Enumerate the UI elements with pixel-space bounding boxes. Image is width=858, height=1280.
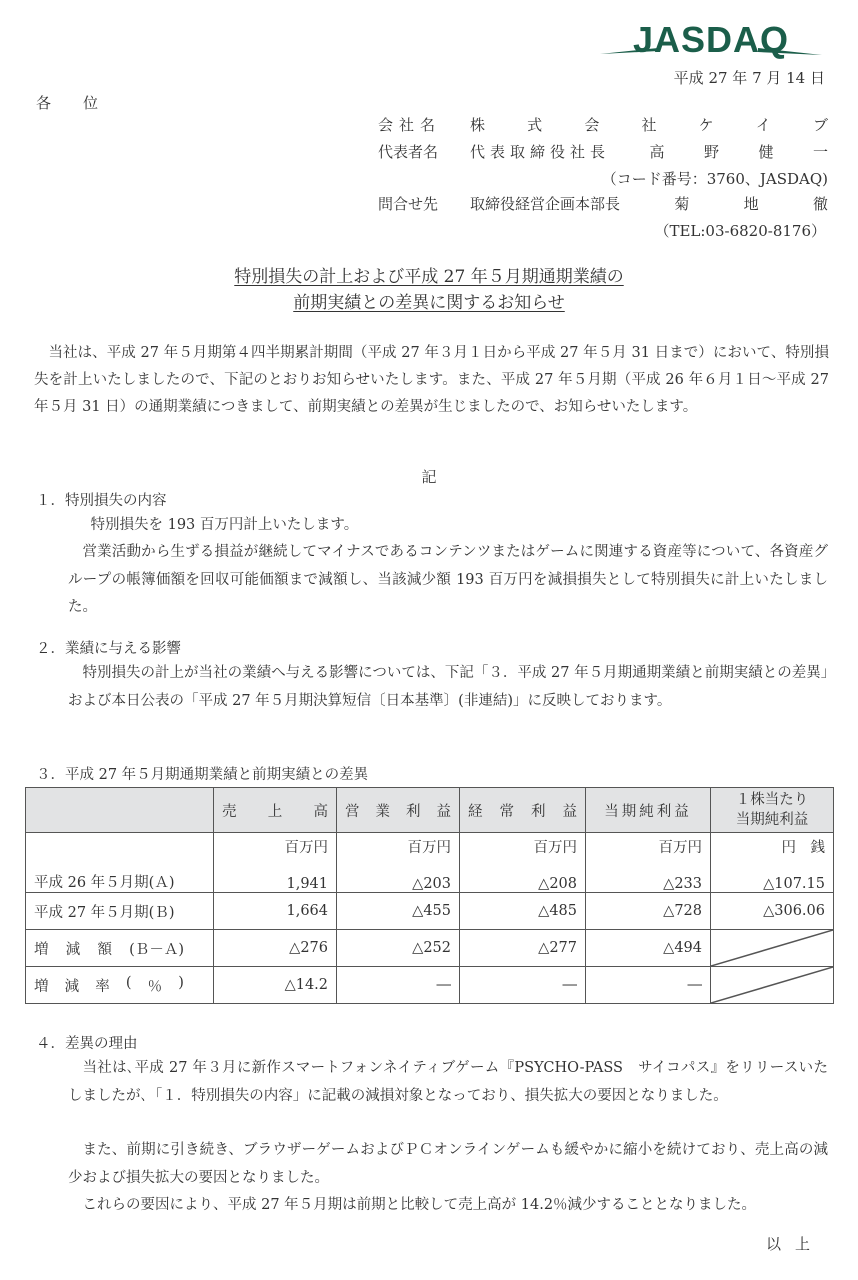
header-char: 利 [531, 803, 546, 820]
header-net-income [586, 788, 711, 833]
table-cell [337, 833, 460, 893]
table-cell [214, 833, 337, 893]
row-label: 平成 26 年５月期(Ａ) [34, 875, 175, 891]
section-1-p1: 特別損失を 193 百万円計上いたします。 [90, 517, 359, 533]
cell-value: △485 [460, 893, 586, 930]
representative-name-char: 野 [703, 143, 719, 161]
representative-label: 代表者名 [378, 143, 439, 161]
cell-value: △728 [586, 893, 711, 930]
row-label-char: (Ｂ－Ａ) [129, 941, 184, 958]
section-4-p2: また、前期に引き続き、ブラウザーゲームおよびＰＣオンラインゲームも緩やかに縮小を続けており、売上高の減少および損失拡大の要因となりました。 [68, 1142, 828, 1186]
contact-row [378, 193, 828, 219]
cell-value: △276 [214, 930, 337, 967]
company-name-value [470, 114, 828, 135]
empty-cell-diagonal [711, 930, 834, 967]
representative-name-char: 高 [649, 143, 665, 161]
header-char: 常 [499, 803, 514, 820]
cell-value: △306.06 [711, 893, 834, 930]
header-char: 益 [436, 803, 451, 820]
row-label-char: ％ [147, 978, 163, 995]
row-label-char: ) [178, 974, 184, 991]
header-blank [26, 788, 214, 833]
section-4-p1: 当社は､平成 27 年３月に新作スマートフォンネイティブゲーム『PSYCHO-PASS サイコパス』をリリースいたしましたが､「１．特別損失の内容」に記載の減損対象となっており、損失拡大の要因となりました。 [68, 1060, 828, 1104]
title-line-1: 特別損失の計上および平成 27 年５月期通期業績の [234, 267, 624, 287]
header-char: 高 [313, 803, 328, 820]
results-table [25, 787, 834, 1004]
stock-code: （コード番号：3760、JASDAQ) [601, 170, 828, 188]
section-2-heading: ２．業績に与える影響 [36, 641, 181, 657]
row-label-cell [26, 833, 214, 893]
section-3-heading: ３．平成 27 年５月期通期業績と前期実績との差異 [36, 767, 369, 783]
company-name-char: イ [755, 116, 771, 134]
closing-mark: 以上 [765, 1235, 824, 1253]
row-label-char: 増 [34, 978, 49, 995]
unit-label: 百万円 [533, 840, 577, 856]
intro-paragraph: 当社は、平成 27 年５月期第４四半期累計期間（平成 27 年３月１日から平成 27 年５月 31 日まで）において、特別損失を計上いたしましたので、下記のとおりお知らせいたします。また、平成 27 年５月期（平成 26 年６月１日～平成 27 年５月 31 日）の通期業績につきまして、前期実績との差異が生じましたので、お知らせいたします。 [34, 345, 829, 415]
empty-cell-diagonal [711, 967, 834, 1004]
representative-value [470, 141, 828, 162]
row-label-char: 額 [97, 941, 112, 958]
table-cell [711, 833, 834, 893]
table-header-row [26, 788, 834, 833]
unit-label: 百万円 [407, 840, 451, 856]
header-sales [214, 788, 337, 833]
cell-value: △14.2 [214, 967, 337, 1004]
company-name-char: 社 [641, 116, 657, 134]
contact-phone: （TEL:03-6820-8176） [654, 222, 826, 240]
section-1-heading: １．特別損失の内容 [36, 493, 167, 509]
representative-name-char: 健 [758, 143, 774, 161]
company-name-char: ブ [812, 116, 828, 134]
row-label-char: 増 [34, 941, 49, 958]
header-eps [711, 788, 834, 833]
company-name-char: 株 [470, 116, 486, 134]
contact-name-char: 地 [743, 195, 759, 213]
table-cell [460, 833, 586, 893]
ki-marker: 記 [421, 468, 437, 486]
header-ordinary-income [460, 788, 586, 833]
cell-value: △494 [586, 930, 711, 967]
header-net-income-label: 当期純利益 [604, 803, 692, 820]
header-char: 利 [406, 803, 421, 820]
header-char: 上 [267, 803, 283, 820]
representative-row [378, 141, 828, 167]
representative-title: 代表取締役社長 [470, 143, 611, 161]
row-label: 平成 27 年５月期(Ｂ) [26, 893, 214, 930]
cell-value: △107.15 [763, 876, 825, 892]
cell-value: 1,941 [286, 876, 328, 892]
unit-label: 百万円 [284, 840, 328, 856]
cell-value: ― [586, 967, 711, 1004]
table-row [26, 930, 834, 967]
section-2-p1: 特別損失の計上が当社の業績へ与える影響については、下記「３．平成 27 年５月期通期業績と前期実績との差異」および本日公表の「平成 27 年５月期決算短信〔日本基準〕(非連結)」に反映しております。 [68, 665, 828, 709]
cell-value: △277 [460, 930, 586, 967]
table-row [26, 833, 834, 893]
header-eps-line2: 当期純利益 [735, 812, 809, 828]
contact-title: 取締役経営企画本部長 [470, 195, 621, 213]
unit-label: 百万円 [658, 840, 702, 856]
header-char: 業 [375, 803, 390, 820]
contact-label: 問合せ先 [378, 195, 439, 213]
header-eps-line1: １株当たり [735, 792, 809, 808]
contact-name-char: 菊 [674, 195, 690, 213]
row-label-char: 減 [65, 941, 81, 958]
addressee: 各位 [36, 94, 131, 112]
representative-name-char: 一 [812, 143, 828, 161]
cell-value: △233 [663, 876, 702, 892]
cell-value: ― [337, 967, 460, 1004]
header-char: 売 [222, 803, 237, 820]
company-name-char: 会 [584, 116, 600, 134]
title-line-2: 前期実績との差異に関するお知らせ [293, 293, 565, 313]
header-char: 経 [468, 803, 483, 820]
contact-name-char: 徹 [812, 195, 828, 213]
row-label-char: 率 [95, 978, 110, 995]
section-4-p3: これらの要因により、平成 27 年５月期は前期と比較して売上高が 14.2％減少することとなりました。 [82, 1197, 757, 1213]
cell-value: △252 [337, 930, 460, 967]
row-label-char: 減 [64, 978, 80, 995]
header-char: 益 [562, 803, 577, 820]
table-cell [586, 833, 711, 893]
company-name-char: 式 [527, 116, 543, 134]
jasdaq-logo [598, 18, 824, 62]
cell-value: △455 [337, 893, 460, 930]
table-row [26, 893, 834, 930]
document-title [0, 264, 858, 316]
header-operating-income [337, 788, 460, 833]
company-name-char: ケ [698, 116, 714, 134]
section-4-heading: ４．差異の理由 [36, 1036, 138, 1052]
row-label-cell [26, 967, 214, 1004]
logo-text: JASDAQ [632, 19, 790, 60]
document-date: 平成 27 年 7 月 14 日 [673, 69, 825, 87]
section-1-p2: 営業活動から生ずる損益が継続してマイナスであるコンテンツまたはゲームに関連する資産等について、各資産グループの帳簿価額を回収可能価額まで減額し、当該減少額 193 百万円を減損損失として特別損失に計上いたしました。 [68, 544, 828, 615]
company-name-label: 会社名 [378, 116, 442, 134]
header-char: 営 [345, 803, 360, 820]
company-name-row [378, 114, 828, 140]
row-label-char: ( [125, 974, 132, 991]
cell-value: 1,664 [214, 893, 337, 930]
row-label-cell [26, 930, 214, 967]
table-row [26, 967, 834, 1004]
unit-label: 円 銭 [781, 840, 825, 856]
cell-value: △208 [538, 876, 577, 892]
cell-value: △203 [412, 876, 451, 892]
contact-value [470, 193, 828, 214]
cell-value: ― [460, 967, 586, 1004]
